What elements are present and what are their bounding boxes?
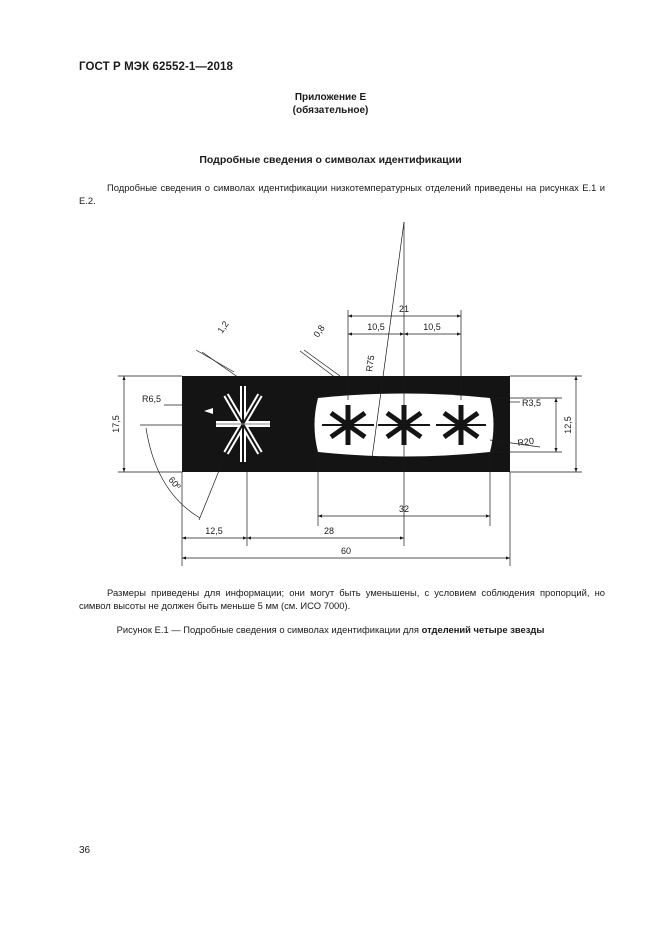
section-title: Подробные сведения о символах идентификации [199,154,462,166]
page-number: 36 [79,845,91,856]
annex-title: Приложение Е [294,92,367,103]
dim-10-5-left: 10,5 [367,322,385,332]
dim-r3-5: R3,5 [522,398,542,408]
dim-17-5: 17,5 [111,415,121,433]
dim-12-5-right: 12,5 [563,416,573,434]
intro-paragraph: Подробные сведения о символах идентификации низкотемпературных отделений приведены на рисунках Е.1 и Е.2. [79,182,605,206]
note-paragraph: Размеры приведены для информации; они могут быть уменьшены, с условием соблюдения пропорций, но символ высоты не должен быть меньше 5 мм (см. ИСО 7000). [79,587,605,611]
dim-r6-5: R6,5 [142,394,162,404]
dim-0-8: 0,8 [311,323,327,340]
annex-status: (обязательное) [292,105,369,116]
dim-angle-60: 60º [166,474,183,492]
dim-32: 32 [398,504,410,514]
dim-60: 60 [340,546,352,556]
caption-prefix: Рисунок Е.1 — Подробные сведения о символах идентификации для [116,624,422,635]
dim-12-5-bottom: 12,5 [205,526,223,536]
dim-21: 21 [398,304,410,314]
dim-r75: R75 [364,354,377,373]
caption-bold: отделений четыре звезды [421,624,545,635]
dim-10-5-right: 10,5 [423,322,441,332]
dim-28: 28 [323,526,335,536]
document-header: ГОСТ Р МЭК 62552-1—2018 [79,61,233,73]
dim-r20: R20 [516,435,535,448]
dim-1-2: 1,2 [215,319,231,336]
figure-caption [0,624,661,635]
